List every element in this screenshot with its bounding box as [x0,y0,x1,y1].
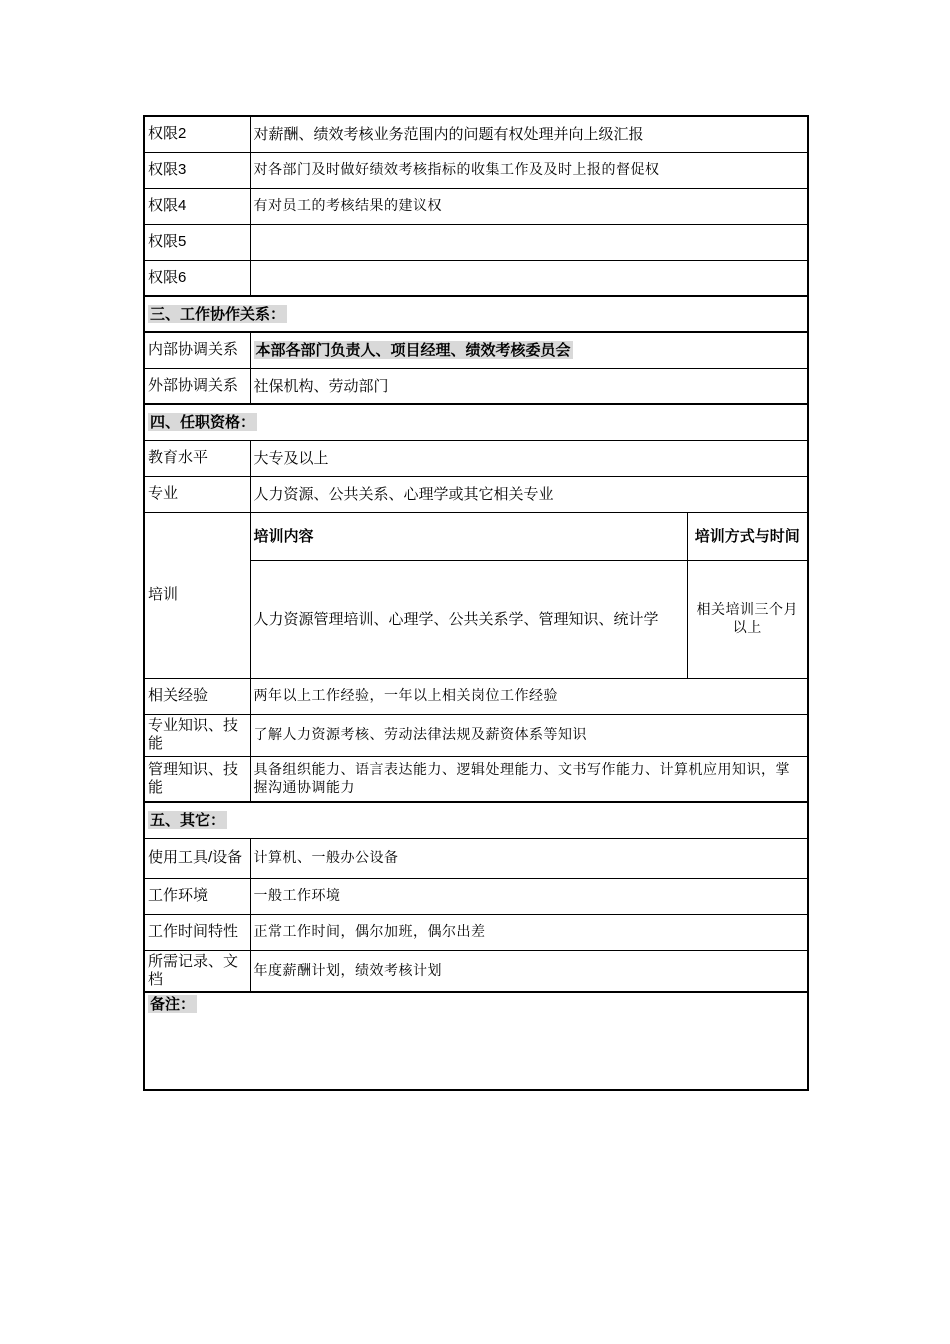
internal-relations-label: 内部协调关系 [144,332,250,368]
records-row [144,950,808,992]
authority-row-3 [144,152,808,188]
experience-label: 相关经验 [144,678,250,714]
major-value: 人力资源、公共关系、心理学或其它相关专业 [250,476,808,512]
remarks-title: 备注： [150,994,196,1013]
job-description-table [143,115,807,1091]
section-3-header [144,296,808,332]
environment-value: 一般工作环境 [250,878,808,914]
training-content: 人力资源管理培训、心理学、公共关系学、管理知识、统计学 [250,560,687,678]
external-relations-value: 社保机构、劳动部门 [250,368,808,404]
skills-value: 了解人力资源考核、劳动法律法规及薪资体系等知识 [250,714,808,756]
authority-row-5 [144,224,808,260]
section-title: 五、其它： [150,811,226,830]
work-time-value: 正常工作时间，偶尔加班，偶尔出差 [250,914,808,950]
tools-label: 使用工具/设备 [144,838,250,878]
tools-value: 计算机、一般办公设备 [250,838,808,878]
authority-label: 权限2 [144,116,250,152]
training-content-header: 培训内容 [250,512,687,560]
authority-value: 对薪酬、绩效考核业务范围内的问题有权处理并向上级汇报 [250,116,808,152]
mgmt-skills-row [144,756,808,802]
mgmt-skills-value: 具备组织能力、语言表达能力、逻辑处理能力、文书写作能力、计算机应用知识，掌握沟通协调能力 [250,756,808,802]
authority-row-4 [144,188,808,224]
authority-value: 对各部门及时做好绩效考核指标的收集工作及及时上报的督促权 [250,152,808,188]
authority-label: 权限5 [144,224,250,260]
education-label: 教育水平 [144,440,250,476]
section-4-header [144,404,808,440]
environment-label: 工作环境 [144,878,250,914]
authority-label: 权限4 [144,188,250,224]
internal-relations-row [144,332,808,368]
work-time-label: 工作时间特性 [144,914,250,950]
authority-label: 权限3 [144,152,250,188]
section-title: 三、工作协作关系： [150,305,286,323]
authority-row-2 [144,116,808,152]
education-row [144,440,808,476]
internal-relations-value: 本部各部门负责人、项目经理、绩效考核委员会 [255,341,571,360]
tools-row [144,838,808,878]
authority-row-6 [144,260,808,296]
major-label: 专业 [144,476,250,512]
external-relations-row [144,368,808,404]
skills-label: 专业知识、技能 [144,714,250,756]
education-value: 大专及以上 [250,440,808,476]
work-time-row [144,914,808,950]
section-5-header [144,802,808,838]
authority-label: 权限6 [144,260,250,296]
training-label: 培训 [144,512,250,678]
training-header-row [144,512,808,560]
experience-value: 两年以上工作经验，一年以上相关岗位工作经验 [250,678,808,714]
authority-value [250,224,808,260]
records-value: 年度薪酬计划，绩效考核计划 [250,950,808,992]
authority-value [250,260,808,296]
remarks-row [144,992,808,1090]
section-title: 四、任职资格： [150,413,256,432]
records-label: 所需记录、文档 [144,950,250,992]
experience-row [144,678,808,714]
training-method: 相关培训三个月以上 [687,560,808,678]
mgmt-skills-label: 管理知识、技能 [144,756,250,802]
environment-row [144,878,808,914]
major-row [144,476,808,512]
skills-row [144,714,808,756]
authority-value: 有对员工的考核结果的建议权 [250,188,808,224]
external-relations-label: 外部协调关系 [144,368,250,404]
training-method-header: 培训方式与时间 [687,512,808,560]
